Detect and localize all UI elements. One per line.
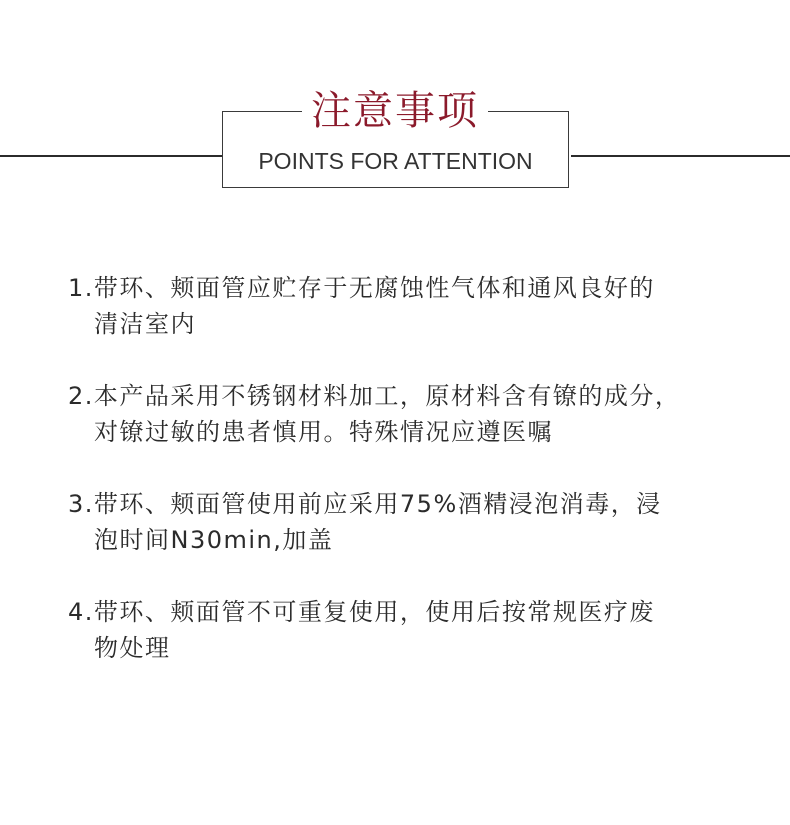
note-line-first: [68, 486, 748, 522]
note-line-continued: 物处理: [94, 634, 171, 662]
header-rule-right: [571, 155, 790, 157]
note-line-continued: 泡时间N30min,加盖: [94, 526, 334, 554]
note-number: 4.: [68, 598, 94, 626]
note-item-3: [68, 486, 748, 558]
note-item-2: [68, 378, 748, 450]
note-text: 本产品采用不锈钢材料加工，原材料含有镣的成分，: [93, 382, 681, 410]
notes-list: [68, 270, 748, 702]
page-subtitle: POINTS FOR ATTENTION: [258, 148, 533, 174]
note-number: 3.: [68, 490, 94, 518]
note-line-continued: 对镣过敏的患者慎用。特殊情况应遵医嘱: [94, 418, 553, 446]
note-text: 带环、颊面管使用前应采用75%酒精浸泡消毒，浸: [93, 490, 662, 518]
note-line-first: [68, 270, 748, 306]
note-text: 带环、颊面管应贮存于无腐蚀性气体和通风良好的: [93, 274, 655, 302]
page-title: 注意事项: [302, 86, 488, 136]
header-rule-left: [0, 155, 222, 157]
note-line-first: [68, 378, 748, 414]
note-line-continued: 清洁室内: [94, 310, 196, 338]
note-number: 2.: [68, 382, 94, 410]
note-number: 1.: [68, 274, 94, 302]
note-line-first: [68, 594, 748, 630]
note-item-4: [68, 594, 748, 666]
note-item-1: [68, 270, 748, 342]
note-text: 带环、颊面管不可重复使用，使用后按常规医疗废: [93, 598, 655, 626]
